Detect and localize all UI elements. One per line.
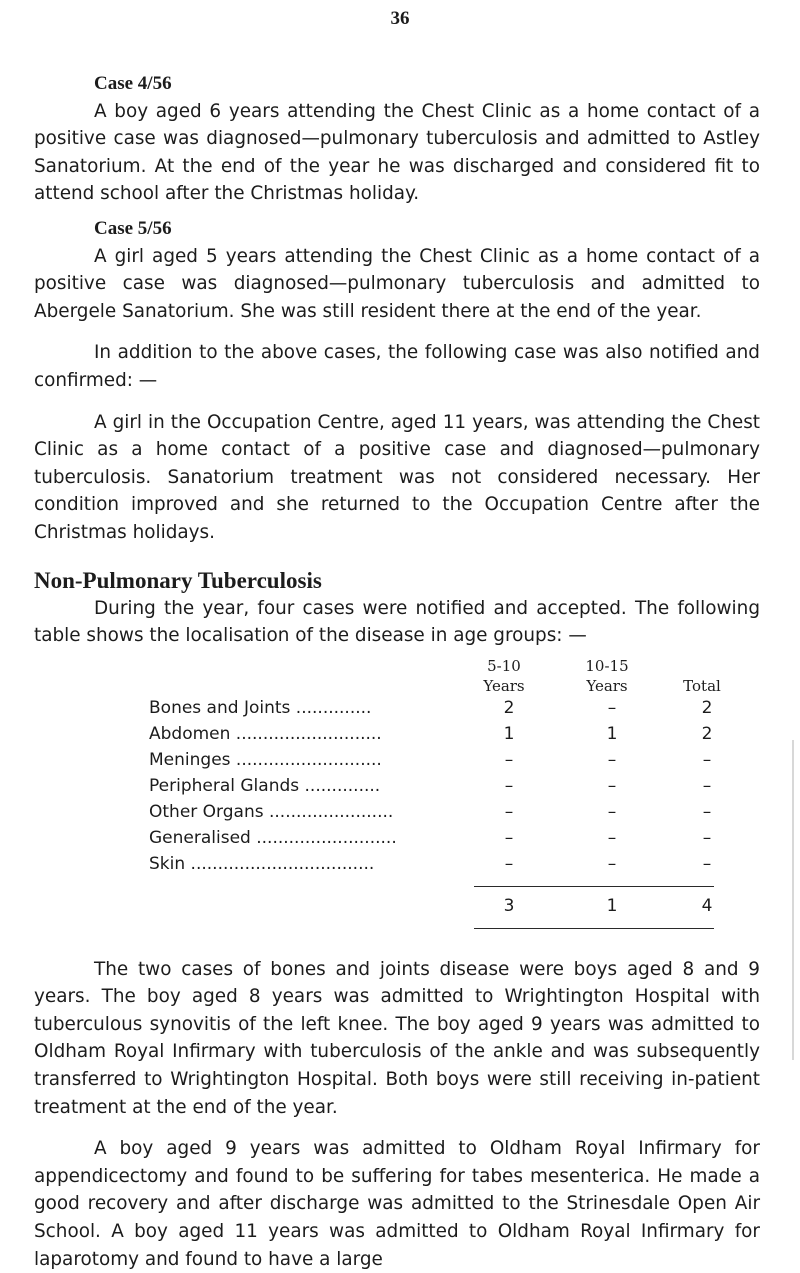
cell-10-15: –	[607, 697, 617, 718]
row-leader: ...........................	[230, 749, 382, 770]
row-label	[149, 774, 511, 798]
cell-5-10: –	[504, 853, 514, 874]
table-totals-row	[149, 894, 713, 918]
col-head-10-15	[567, 656, 647, 696]
cell-total: –	[702, 853, 712, 874]
row-leader: ..................................	[185, 853, 375, 874]
cell-10-15: –	[607, 801, 617, 822]
row-label-text: Other Organs	[149, 801, 264, 822]
row-leader: ..............	[290, 697, 372, 718]
table-row	[149, 774, 712, 798]
cell-5-10: –	[504, 801, 514, 822]
table-rule-bottom	[474, 928, 714, 929]
row-label	[149, 800, 511, 824]
cell-10-15: –	[607, 749, 617, 770]
col-head-5-10-line1: 5-10	[487, 656, 521, 675]
row-label-text: Bones and Joints	[149, 697, 291, 718]
cell-total: 2	[701, 723, 713, 744]
row-label-text: Skin	[149, 853, 186, 874]
cell-5-10: –	[504, 827, 514, 848]
total-5-10: 3	[503, 895, 515, 916]
cell-total: –	[702, 801, 712, 822]
table-row	[149, 748, 712, 772]
row-label	[149, 722, 511, 746]
col-head-total: Total	[683, 676, 721, 695]
col-head-5-10	[464, 656, 544, 696]
case-5-paragraph: A girl aged 5 years attending the Chest Clinic as a home contact of a positive case was diagnosed—pulmonary tuberculosis and admitted to Abergele Sanatorium. She was still resident there at the end of the year.	[34, 245, 760, 322]
abdomen-paragraph: A boy aged 9 years was admitted to Oldham Royal Infirmary for appendicectomy and found to be suffering for tabes mesenterica. He made a good recovery and after discharge was admitted to the Strinesdale Open Air School. A boy aged 11 years was admitted to Oldham Royal Infirmary for laparotomy and found to have a large	[34, 1138, 760, 1270]
row-label-text: Abdomen	[149, 723, 231, 744]
cell-10-15: –	[607, 775, 617, 796]
row-label	[149, 748, 511, 772]
case-5-heading: Case 5/56	[94, 217, 172, 239]
table-rule-top	[474, 886, 714, 887]
table-row	[149, 800, 712, 824]
addition-case-paragraph: A girl in the Occupation Centre, aged 11 years, was attending the Chest Clinic as a home contact of a positive case and diagnosed—pulmonary tuberculosis. Sanatorium treatment was not considered necessary. Her condition improved and she returned to the Occupation Centre after the Christmas holidays.	[34, 411, 760, 543]
localisation-table	[34, 656, 760, 956]
cell-total: –	[702, 775, 712, 796]
non-pulmonary-intro: During the year, four cases were notified and accepted. The following table shows the localisation of the disease in age groups: —	[34, 597, 760, 647]
case-4-heading: Case 4/56	[94, 73, 172, 94]
cell-5-10: –	[504, 749, 514, 770]
page-number: 36	[390, 8, 410, 29]
row-leader: .......................	[263, 801, 394, 822]
bones-joints-paragraph: The two cases of bones and joints disease were boys aged 8 and 9 years. The boy aged 8 years was admitted to Wrightington Hospital with tuberculous synovitis of the left knee. The boy aged 9 years was admitted to Oldham Royal Infirmary with tuberculosis of the ankle and was subsequently transferred to Wrightington Hospital. Both boys were still receiving in-patient treatment at the end of the year.	[34, 958, 760, 1118]
row-label	[149, 852, 511, 876]
scan-margin-line	[792, 740, 794, 1060]
page-content	[34, 70, 760, 1273]
cell-total: 2	[701, 697, 713, 718]
col-head-10-15-line2: Years	[586, 676, 628, 695]
total-all: 4	[701, 895, 713, 916]
table-row	[149, 826, 712, 850]
col-head-10-15-line1: 10-15	[585, 656, 629, 675]
row-label-text: Generalised	[149, 827, 251, 848]
table-row	[149, 696, 713, 720]
cell-10-15: –	[607, 827, 617, 848]
row-label	[149, 696, 511, 720]
col-head-5-10-line2: Years	[483, 676, 525, 695]
cell-5-10: 1	[503, 723, 515, 744]
cell-5-10: 2	[503, 697, 515, 718]
table-row	[149, 852, 712, 876]
row-label	[149, 826, 511, 850]
cell-10-15: 1	[606, 723, 618, 744]
row-leader: ..........................	[250, 827, 397, 848]
total-10-15: 1	[606, 895, 618, 916]
row-leader: ..............	[299, 775, 381, 796]
cell-5-10: –	[504, 775, 514, 796]
cell-total: –	[702, 827, 712, 848]
cell-total: –	[702, 749, 712, 770]
row-label-text: Peripheral Glands	[149, 775, 300, 796]
row-leader: ...........................	[230, 723, 382, 744]
table-row	[149, 722, 713, 746]
row-label-text: Meninges	[149, 749, 231, 770]
cell-10-15: –	[607, 853, 617, 874]
non-pulmonary-heading: Non-Pulmonary Tuberculosis	[34, 567, 322, 593]
case-4-paragraph: A boy aged 6 years attending the Chest Clinic as a home contact of a positive case was diagnosed—pulmonary tuberculosis and admitted to Astley Sanatorium. At the end of the year he was discharged and considered fit to attend school after the Christmas holiday.	[34, 100, 760, 205]
addition-intro: In addition to the above cases, the following case was also notified and confirmed: —	[34, 342, 760, 391]
